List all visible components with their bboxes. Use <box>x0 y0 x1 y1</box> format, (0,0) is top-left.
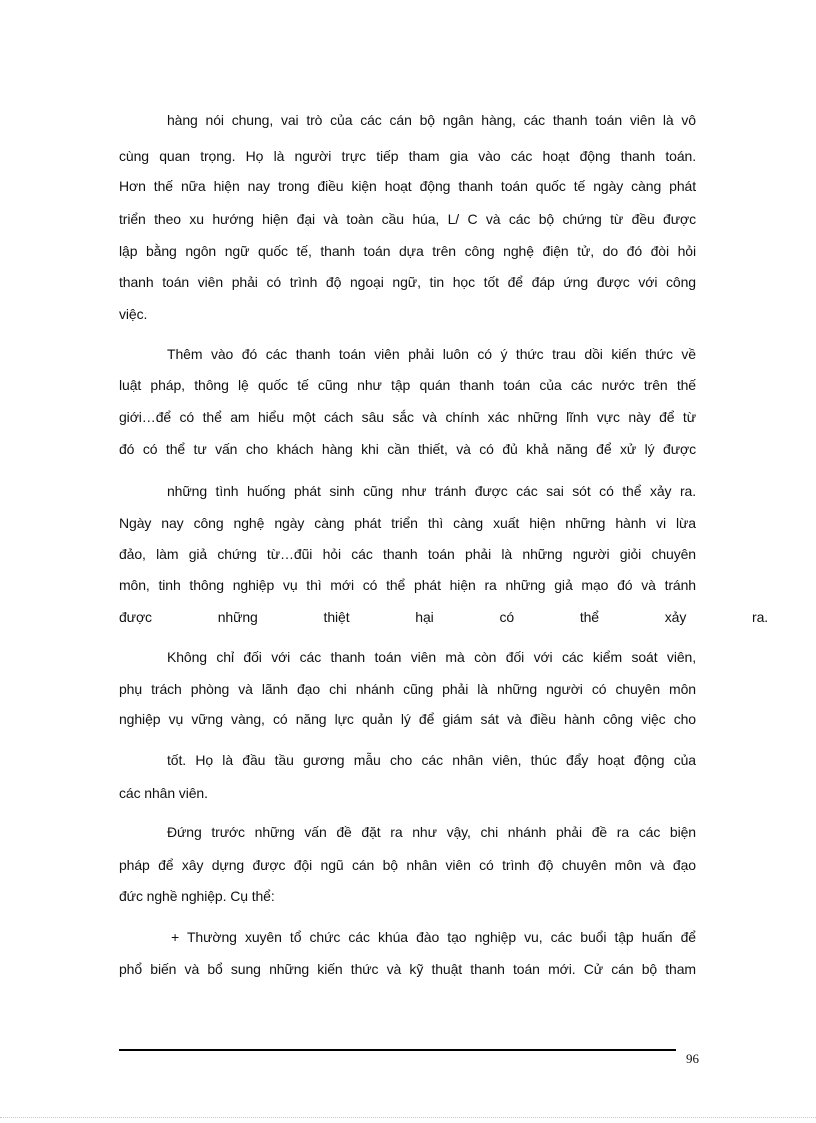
text-line: Hơn thế nữa hiện nay trong điều kiện hoạt động thanh toán quốc tế ngày càng phát <box>119 178 696 194</box>
text-line: phụ trách phòng và lãnh đạo chi nhánh cũng phải là những người có chuyên môn <box>119 681 696 697</box>
text-line: thanh toán viên phải có trình độ ngoại ngữ, tin học tốt để đáp ứng được với công <box>119 274 696 290</box>
text-line: những tình huống phát sinh cũng như tránh được các sai sót có thể xảy ra. <box>167 483 696 499</box>
text-line: hàng nói chung, vai trò của các cán bộ ngân hàng, các thanh toán viên là vô <box>167 112 696 128</box>
text-line: được những thiệt hại có thể xảy ra. <box>119 609 769 625</box>
text-line: Không chỉ đối với các thanh toán viên mà còn đối với các kiểm soát viên, <box>167 649 696 665</box>
text-line: nghiệp vụ vững vàng, có năng lực quản lý để giám sát và điều hành công việc cho <box>119 711 696 727</box>
footer-rule <box>119 1049 676 1051</box>
text-line: phổ biến và bổ sung những kiến thức và kỹ thuật thanh toán mới. Cử cán bộ tham <box>119 961 696 977</box>
page-number: 96 <box>686 1051 699 1066</box>
text-line: đức nghề nghiệp. Cụ thể: <box>119 888 275 904</box>
page-edge-dotted-line <box>0 1117 816 1118</box>
text-line: các nhân viên. <box>119 785 208 801</box>
text-line: đó có thể tư vấn cho khách hàng khi cần thiết, và có đủ khả năng để xử lý được <box>119 441 696 457</box>
text-line: pháp để xây dựng được đội ngũ cán bộ nhân viên có trình độ chuyên môn và đạo <box>119 857 696 873</box>
text-line: Thêm vào đó các thanh toán viên phải luôn có ý thức trau dồi kiến thức về <box>167 346 696 362</box>
text-line: Ngày nay công nghệ ngày càng phát triển thì càng xuất hiện những hành vi lừa <box>119 515 696 531</box>
text-line: đảo, làm giả chứng từ…đũi hỏi các thanh toán phải là những người giỏi chuyên <box>119 546 696 562</box>
text-line: môn, tinh thông nghiệp vụ thì mới có thể phát hiện ra những giả mạo đó và tránh <box>119 577 696 593</box>
text-line: cùng quan trọng. Họ là người trực tiếp tham gia vào các hoạt động thanh toán. <box>119 148 696 164</box>
text-line: giới…để có thể am hiểu một cách sâu sắc và chính xác những lĩnh vực này để từ <box>119 409 696 425</box>
text-line: + Thường xuyên tổ chức các khúa đào tạo nghiệp vu, các buổi tập huấn để <box>171 929 696 945</box>
text-line: triển theo xu hướng hiện đại và toàn cầu húa, L/ C và các bộ chứng từ đều được <box>119 211 696 227</box>
text-line: Đứng trước những vấn đề đặt ra như vậy, chi nhánh phải đề ra các biện <box>167 824 696 840</box>
text-line: lập bằng ngôn ngữ quốc tế, thanh toán dựa trên công nghệ điện tử, do đó đòi hỏi <box>119 243 696 259</box>
text-line: việc. <box>119 306 148 322</box>
text-line: tốt. Họ là đầu tầu gương mẫu cho các nhân viên, thúc đẩy hoạt động của <box>167 752 696 768</box>
text-line: luật pháp, thông lệ quốc tế cũng như tập quán thanh toán của các nước trên thế <box>119 377 696 393</box>
